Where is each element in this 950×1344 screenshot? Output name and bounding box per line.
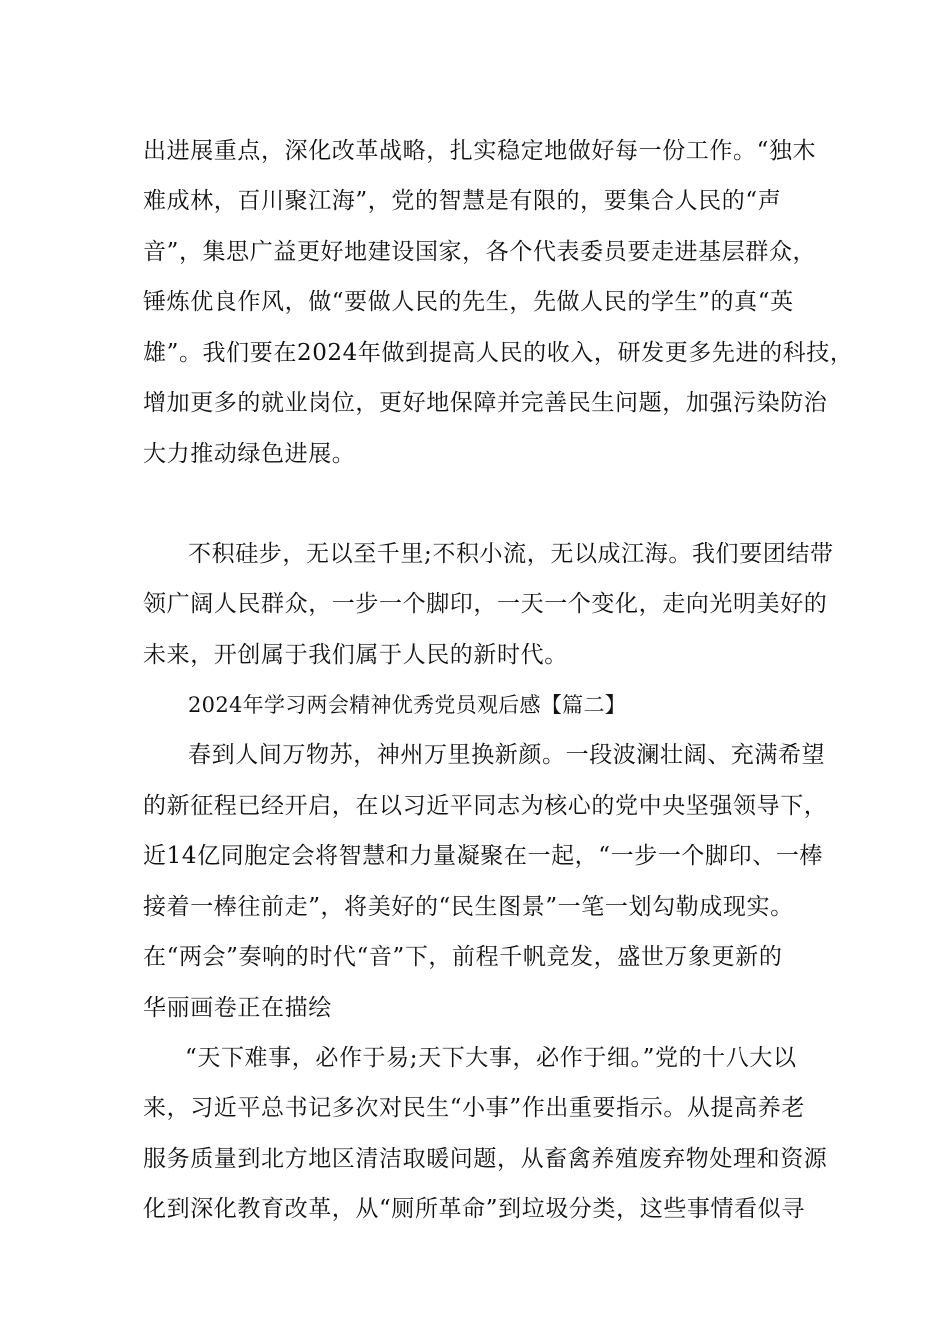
- paragraph-line: 近14亿同胞定会将智慧和力量凝聚在一起，“一步一个脚印、一棒: [143, 843, 824, 869]
- paragraph-line: 增加更多的就业岗位，更好地保障并完善民生问题，加强污染防治: [143, 390, 828, 416]
- paragraph-line: 锤炼优良作风，做“要做人民的先生，先做人民的学生”的真“英: [143, 289, 794, 315]
- paragraph-line: 难成林，百川聚江海”，党的智慧是有限的，要集合人民的“声: [143, 188, 782, 214]
- paragraph-line: 的新征程已经开启，在以习近平同志为核心的党中央坚强领导下，: [143, 793, 828, 819]
- paragraph-line: 化到深化教育改革，从“厕所革命”到垃圾分类，这些事情看似寻: [143, 1196, 805, 1222]
- paragraph-line: 华丽画卷正在描绘: [143, 995, 332, 1021]
- paragraph-line: “天下难事，必作于易;天下大事，必作于细。”党的十八大以: [185, 1045, 797, 1071]
- paragraph-line: 雄”。我们要在2024年做到提高人民的收入，研发更多先进的科技，: [143, 340, 854, 366]
- paragraph-line: 领广阔人民群众，一步一个脚印，一天一个变化，走向光明美好的: [143, 591, 828, 617]
- paragraph-line: 接着一棒往前走”，将美好的“民生图景”一笔一划勾勒成现实。: [143, 894, 794, 920]
- paragraph-line: 音”，集思广益更好地建设国家，各个代表委员要走进基层群众，: [143, 239, 817, 265]
- paragraph-line: 春到人间万物苏，神州万里换新颜。一段波澜壮阔、充满希望: [188, 742, 826, 768]
- paragraph-line: 未来，开创属于我们属于人民的新时代。: [143, 642, 568, 668]
- paragraph-line: 来，习近平总书记多次对民生“小事”作出重要指示。从提高养老: [143, 1095, 805, 1121]
- paragraph-line: 出进展重点，深化改革战略，扎实稳定地做好每一份工作。“独木: [143, 138, 817, 164]
- paragraph-line: 大力推动绿色进展。: [143, 441, 356, 467]
- paragraph-line: 在“两会”奏响的时代“音”下，前程千帆竞发，盛世万象更新的: [143, 944, 783, 970]
- paragraph-line: 服务质量到北方地区清洁取暖问题，从畜禽养殖废弃物处理和资源: [143, 1146, 828, 1172]
- section-heading: 2024年学习两会精神优秀党员观后感【篇二】: [188, 693, 627, 717]
- paragraph-line: 不积硅步，无以至千里;不积小流，无以成江海。我们要团结带: [188, 541, 834, 567]
